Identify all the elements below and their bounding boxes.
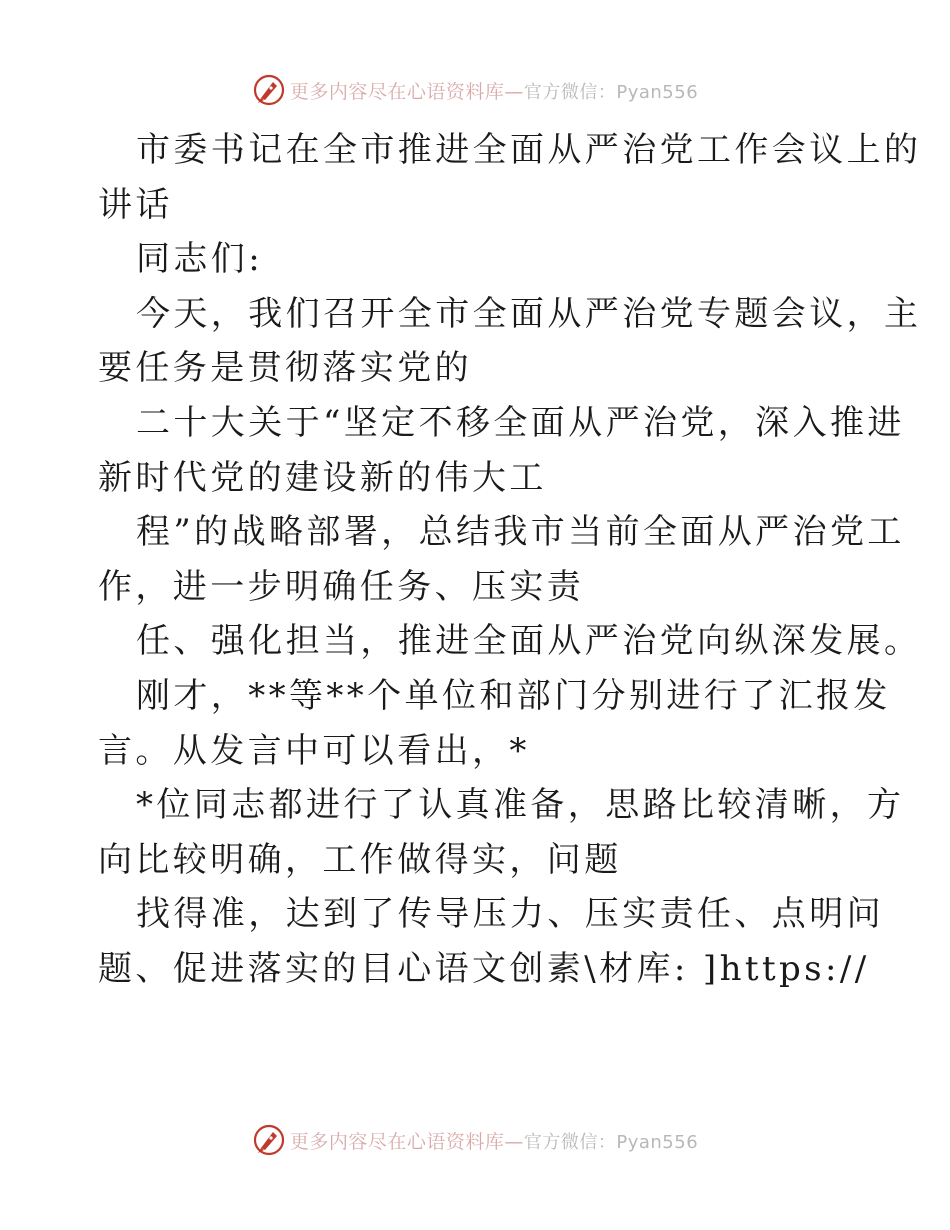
doc-line: 程”的战略部署，总结我市当前全面从严治党工 (136, 512, 905, 553)
pen-nib-logo-icon (252, 73, 286, 107)
header-watermark (0, 70, 950, 110)
doc-line: 要任务是贯彻落实党的 (98, 348, 472, 389)
doc-line: 找得准，达到了传导压力、压实责任、点明问 (136, 894, 884, 935)
doc-line: 任、强化担当，推进全面从严治党向纵深发展。 (136, 621, 922, 662)
doc-line: 言。从发言中可以看出，* (98, 730, 530, 771)
doc-line-title-2: 讲话 (98, 184, 173, 225)
doc-line-title-1: 市委书记在全市推进全面从严治党工作会议上的 (136, 130, 922, 170)
doc-line: 题、促进落实的目心语文创素\材库: ]https:// (98, 948, 870, 989)
watermark-main-text: 更多内容尽在心语资料库— (289, 80, 524, 103)
watermark-sub-text: 官方微信：Pyan556 (523, 81, 699, 103)
footer-watermark (0, 1120, 950, 1160)
doc-line-salutation: 同志们: (136, 239, 264, 280)
document-body (98, 123, 922, 997)
doc-line: 新时代党的建设新的伟大工 (98, 457, 547, 498)
pen-nib-logo-icon (252, 1123, 286, 1157)
doc-line: 刚才，**等**个单位和部门分别进行了汇报发 (136, 675, 891, 716)
doc-line: *位同志都进行了认真准备，思路比较清晰，方 (136, 785, 905, 826)
doc-line: 作，进一步明确任务、压实责 (98, 566, 585, 607)
doc-line: 向比较明确，工作做得实，问题 (98, 839, 622, 880)
doc-line: 二十大关于“坚定不移全面从严治党，深入推进 (136, 402, 905, 443)
watermark-sub-text: 官方微信：Pyan556 (523, 1131, 699, 1153)
watermark-main-text: 更多内容尽在心语资料库— (289, 1130, 524, 1153)
doc-line: 今天，我们召开全市全面从严治党专题会议，主 (136, 293, 922, 334)
watermark-text (290, 1127, 698, 1154)
watermark-text (290, 77, 698, 104)
